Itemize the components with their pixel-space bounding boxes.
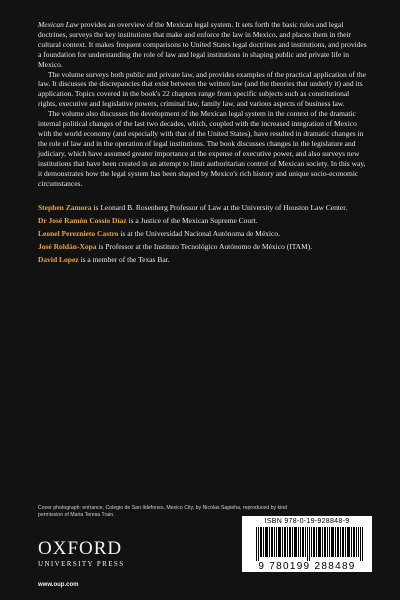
author-name: Stephen Zamora xyxy=(38,203,92,213)
barcode-icon xyxy=(256,527,368,561)
blurb-paragraph-3: The volume also discusses the development of the Mexican legal system in the context of the dramatic internal political changes of the last two decades, which, coupled with the increased integration of Mexico with the world economy (and especially with that of the United States), have resulted in dramatic changes in the role of law and in the operation of legal institutions. The book discusses changes in the legislature and judiciary, which have assumed greater importance at the expense of executive power, and also surveys new institutions that have been created in an attempt to limit authoritarian control of Mexican society. In this way, it demonstrates how the legal system has been shaped by Mexico's rich history and unique socio-economic circumstances. xyxy=(38,109,366,188)
author-entry xyxy=(38,203,368,213)
author-description: is at the Universidad Nacional Autónoma de México. xyxy=(118,229,280,239)
author-entry xyxy=(38,255,368,265)
back-cover-text xyxy=(38,20,368,268)
cover-photo-credit: Cover photograph: entrance, Colegio de San Ildefonso, Mexico City, by Nicolas Sapieha, reproduced by kind permission of Maria Teresa Train. xyxy=(38,505,288,518)
section-spacer xyxy=(38,188,368,203)
author-entry xyxy=(38,229,368,239)
author-list xyxy=(38,203,368,265)
oxford-logo xyxy=(38,540,128,568)
barcode-number: 9 780199 288489 xyxy=(258,561,356,572)
author-description: is a member of the Texas Bar. xyxy=(78,255,170,265)
author-name: David Lopez xyxy=(38,255,79,265)
barcode-panel xyxy=(242,516,372,572)
blurb-paragraph-2: The volume surveys both public and private law, and provides examples of the practical application of the law. It discusses the discrepancies that exist between the written law (and the theories that underly it) and its application. Topics covered in the book's 22 chapters range from specific subjects such as constitutional rights, executive and legislative powers, criminal law, family law, and various aspects of business law. xyxy=(38,69,366,109)
author-entry xyxy=(38,242,368,252)
publisher-website: www.oup.com xyxy=(38,582,79,588)
author-description: is Professor at the Instituto Tecnológico Autónomo de México (ITAM). xyxy=(96,242,313,252)
blurb-paragraph-1-text: provides an overview of the Mexican legal system. It sets forth the basic rules and legal doctrines, surveys the key institutions that make and enforce the law in Mexico, and places them in their cultural context. It makes frequent comparisons to United States legal doctrines and institutions, and provides a foundation for understanding the role of law and legal institutions in shaping public and private life in Mexico. xyxy=(38,20,367,69)
author-description: is Leonard B. Rosenberg Professor of Law at the University of Houston Law Center. xyxy=(91,203,348,213)
book-title: Mexican Law xyxy=(38,20,79,29)
author-name: José Roldán-Xopa xyxy=(38,242,97,252)
author-entry xyxy=(38,216,368,226)
isbn-label: ISBN 978-0-19-928848-9 xyxy=(264,518,350,525)
author-name: Leonel Pereznieto Castro xyxy=(38,229,119,239)
author-description: is a Justice of the Mexican Supreme Court. xyxy=(126,216,258,226)
logo-press-text: UNIVERSITY PRESS xyxy=(38,560,125,568)
blurb-paragraph-1 xyxy=(38,20,368,70)
logo-oxford-text: OXFORD xyxy=(38,538,123,559)
author-name: Dr José Ramón Cossío Díaz xyxy=(38,216,127,226)
